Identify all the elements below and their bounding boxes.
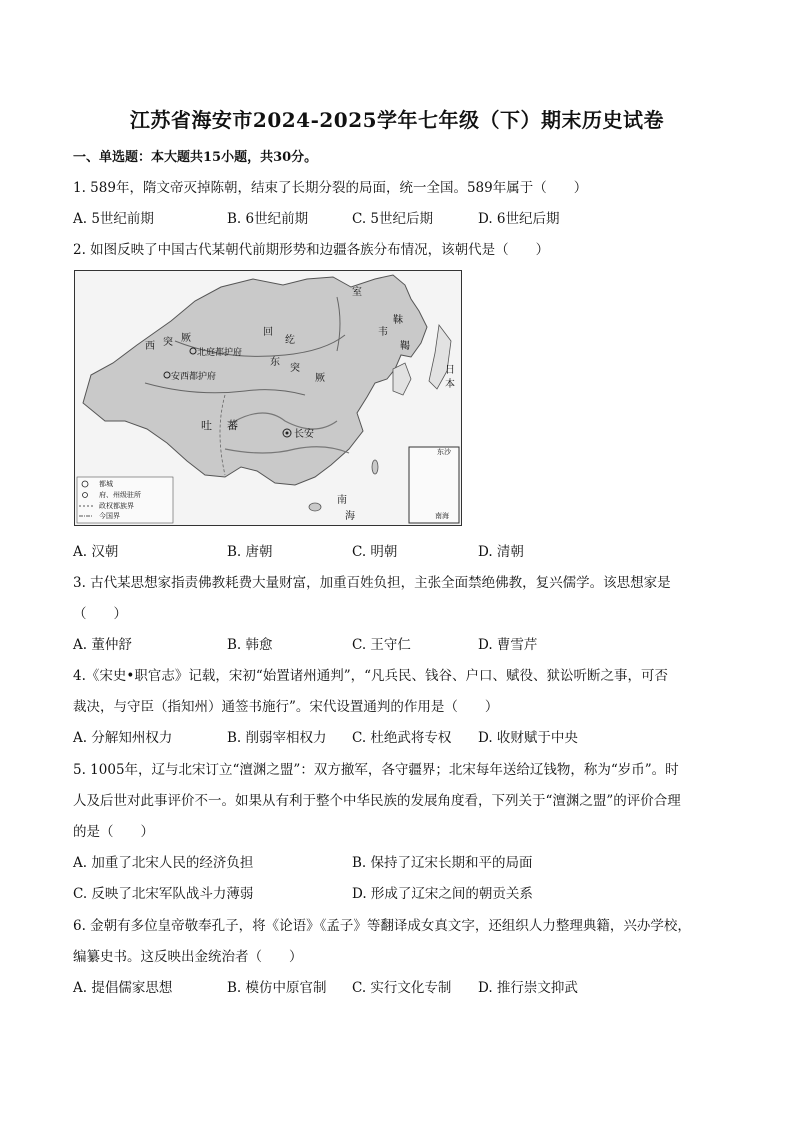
- question-5-stem-line-3: 的是（ ）: [73, 824, 154, 840]
- question-5-option-c[interactable]: C. 反映了北宋军队战斗力薄弱: [73, 886, 254, 902]
- question-2-stem: 2. 如图反映了中国古代某朝代前期形势和边疆各族分布情况，该朝代是（ ）: [73, 242, 550, 258]
- question-3-option-a[interactable]: A. 董仲舒: [73, 637, 132, 653]
- map-label-tujue-1: 东: [270, 357, 280, 368]
- legend-modern-border: 今国界: [99, 512, 120, 520]
- map-label-mohe-1: 靺: [393, 315, 403, 326]
- question-1-option-a[interactable]: A. 5世纪前期: [73, 211, 154, 227]
- map-label-xitujue-3: 厥: [181, 333, 191, 344]
- map-label-tubo-1: 吐: [201, 419, 212, 432]
- map-label-anxi: 安西都护府: [171, 372, 217, 382]
- map-label-tujue-3: 厥: [315, 373, 325, 384]
- question-5-stem-line-2: 人及后世对此事评价不一。如果从有利于整个中华民族的发展角度看，下列关于“澶渊之盟”的评价合理: [73, 793, 681, 809]
- question-2-option-d[interactable]: D. 清朝: [478, 544, 524, 560]
- question-5-option-a[interactable]: A. 加重了北宋人民的经济负担: [73, 855, 254, 871]
- question-5-option-d[interactable]: D. 形成了辽宋之间的朝贡关系: [352, 886, 533, 902]
- map-label-nanhai-2: 海: [345, 511, 355, 522]
- question-4-option-a[interactable]: A. 分解知州权力: [73, 730, 173, 746]
- map-label-mohe-2: 鞨: [400, 341, 410, 352]
- legend-capital: 都城: [99, 480, 113, 488]
- question-3-option-b[interactable]: B. 韩愈: [227, 637, 273, 653]
- question-6-option-c[interactable]: C. 实行文化专制: [352, 980, 452, 996]
- map-label-nanhai-1: 南: [337, 495, 347, 506]
- question-4-stem-line-1: 4.《宋史•职官志》记载，宋初“始置诸州通判”，“凡兵民、钱谷、户口、赋役、狱讼听断之事，可否: [73, 668, 669, 684]
- question-2-option-c[interactable]: C. 明朝: [352, 544, 398, 560]
- question-3-stem-line-2: （ ）: [73, 606, 127, 622]
- tang-dynasty-map: [74, 270, 462, 526]
- question-4-option-c[interactable]: C. 杜绝武将专权: [352, 730, 452, 746]
- question-3-option-d[interactable]: D. 曹雪芹: [478, 637, 538, 653]
- question-6-stem-line-1: 6. 金朝有多位皇帝敬奉孔子，将《论语》《孟子》等翻译成女真文字，还组织人力整理典籍，兴办学校，: [73, 918, 691, 934]
- question-2-option-a[interactable]: A. 汉朝: [73, 544, 119, 560]
- question-1-option-b[interactable]: B. 6世纪前期: [227, 211, 309, 227]
- question-3-stem-line-1: 3. 古代某思想家指责佛教耗费大量财富，加重百姓负担，主张全面禁绝佛教，复兴儒学。该思想家是: [73, 575, 671, 591]
- map-label-tujue-2: 突: [290, 363, 300, 374]
- map-label-changan: 长安: [294, 429, 314, 440]
- question-1-stem: 1. 589年，隋文帝灭掉陈朝，结束了长期分裂的局面，统一全国。589年属于（ ）: [73, 180, 588, 196]
- map-label-shiwei-2: 韦: [378, 327, 388, 338]
- question-6-option-a[interactable]: A. 提倡儒家思想: [73, 980, 173, 996]
- map-label-riben-2: 本: [445, 379, 455, 390]
- question-6-option-b[interactable]: B. 模仿中原官制: [227, 980, 327, 996]
- question-4-option-d[interactable]: D. 收财赋于中央: [478, 730, 578, 746]
- question-4-stem-line-2: 裁决，与守臣（指知州）通签书施行”。宋代设置通判的作用是（ ）: [73, 699, 499, 715]
- question-2-option-b[interactable]: B. 唐朝: [227, 544, 273, 560]
- map-label-xitujue-1: 西: [145, 341, 155, 352]
- question-1-option-d[interactable]: D. 6世纪后期: [478, 211, 560, 227]
- map-label-shiwei-1: 室: [352, 287, 362, 298]
- legend-regime-border: 政权都族界: [99, 502, 134, 510]
- question-6-option-d[interactable]: D. 推行崇文抑武: [478, 980, 578, 996]
- legend-prefecture: 府、州级驻所: [99, 491, 141, 499]
- map-label-riben-1: 日: [445, 365, 455, 376]
- map-figure: [75, 271, 461, 525]
- map-label-tubo-2: 蕃: [227, 419, 238, 432]
- page-title: 江苏省海安市2024-2025学年七年级（下）期末历史试卷: [129, 108, 665, 132]
- map-label-xitujue-2: 突: [163, 337, 173, 348]
- map-label-beiting: 北庭都护府: [197, 348, 243, 358]
- question-4-option-b[interactable]: B. 削弱宰相权力: [227, 730, 327, 746]
- question-3-option-c[interactable]: C. 王守仁: [352, 637, 411, 653]
- question-5-stem-line-1: 5. 1005年，辽与北宋订立“澶渊之盟”：双方撤军，各守疆界；北宋每年送给辽钱物，称为“岁币”。时: [73, 762, 679, 778]
- inset-box: [409, 447, 459, 523]
- section-heading: 一、单选题：本大题共15小题，共30分。: [73, 150, 318, 165]
- map-label-inset-bottom: 南海: [435, 512, 449, 520]
- question-6-stem-line-2: 编纂史书。这反映出金统治者（ ）: [73, 949, 303, 965]
- map-label-huihe-1: 回: [263, 327, 273, 338]
- map-label-inset-top: 东沙: [437, 448, 451, 456]
- question-5-option-b[interactable]: B. 保持了辽宋长期和平的局面: [352, 855, 533, 871]
- question-1-option-c[interactable]: C. 5世纪后期: [352, 211, 434, 227]
- map-label-huihe-2: 纥: [285, 335, 295, 346]
